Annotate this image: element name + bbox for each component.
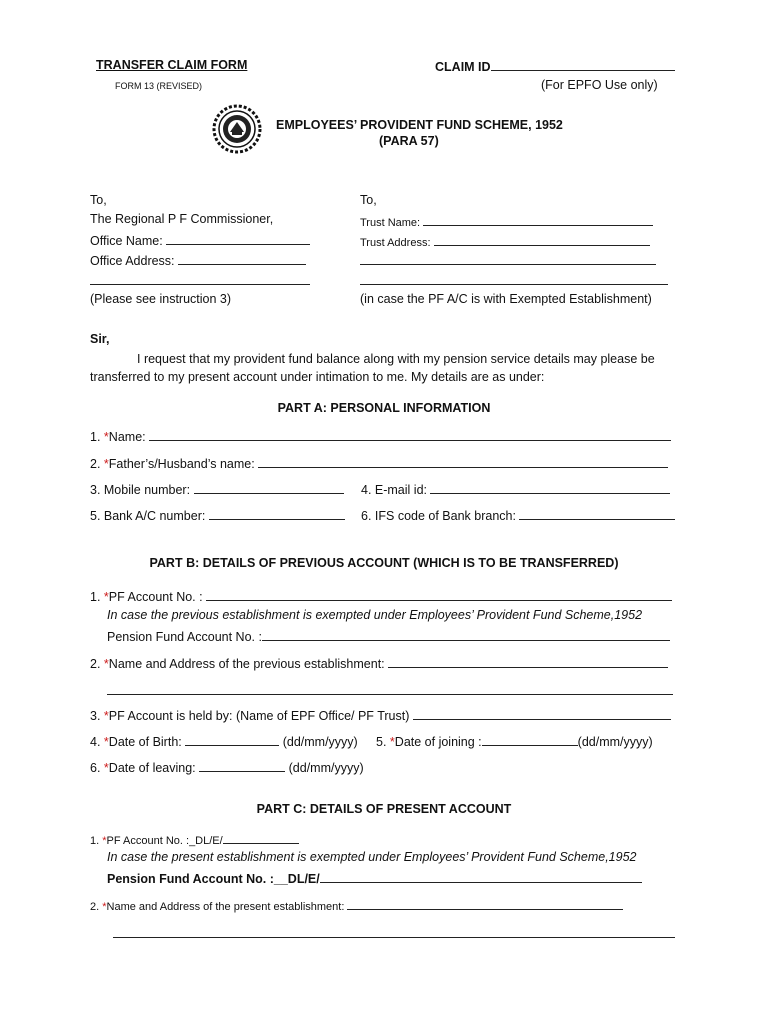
mobile-label: 3. Mobile number: xyxy=(90,483,191,497)
office-address-label: Office Address: xyxy=(90,254,175,268)
trust-name-field[interactable] xyxy=(423,213,653,226)
trust-address-line-2[interactable] xyxy=(360,252,656,268)
ifsc-label: 6. IFS code of Bank branch: xyxy=(361,509,516,523)
part-b-heading: PART B: DETAILS OF PREVIOUS ACCOUNT (WHICH IS TO BE TRANSFERRED) xyxy=(149,556,619,570)
required-marker: * xyxy=(102,901,107,913)
bank-account-row xyxy=(90,507,345,523)
prev-establishment-label: Name and Address of the previous establishment: xyxy=(108,657,385,671)
mobile-field[interactable] xyxy=(194,481,344,494)
trust-name-label: Trust Name: xyxy=(360,217,421,229)
present-pf-label: PF Account No. :_DL/E/ xyxy=(106,835,223,847)
doj-field[interactable] xyxy=(482,733,578,746)
trust-address xyxy=(360,233,650,249)
claim-id-label: CLAIM ID xyxy=(435,60,491,74)
prev-pension-row xyxy=(107,628,670,644)
to-right: To, xyxy=(360,193,377,207)
office-name-label: Office Name: xyxy=(90,234,163,248)
present-establishment-line-2[interactable] xyxy=(113,925,675,941)
dob-label: Date of Birth: xyxy=(108,735,182,749)
dol-field[interactable] xyxy=(199,759,285,772)
bank-account-field[interactable] xyxy=(209,507,345,520)
dob-number: 4. xyxy=(90,735,101,749)
letter-body-line-1: I request that my provident fund balance along with my pension service details may please be xyxy=(137,352,655,366)
required-marker: * xyxy=(103,761,109,775)
present-pension-label: Pension Fund Account No. :__DL/E/ xyxy=(107,872,320,886)
father-husband-label: Father’s/Husband’s name: xyxy=(108,457,255,471)
to-left: To, xyxy=(90,193,107,207)
trust-address-line-3[interactable] xyxy=(360,272,668,288)
required-marker: * xyxy=(103,430,109,444)
name-number: 1. xyxy=(90,430,101,444)
prev-establishment-field[interactable] xyxy=(388,655,668,668)
mobile-row xyxy=(90,481,344,497)
pf-held-by-row xyxy=(90,707,671,723)
doj-format: (dd/mm/yyyy) xyxy=(577,735,653,749)
email-field[interactable] xyxy=(430,481,670,494)
rpfc-line: The Regional P F Commissioner, xyxy=(90,212,274,226)
dol-label: Date of leaving: xyxy=(108,761,196,775)
dol-number: 6. xyxy=(90,761,101,775)
required-marker: * xyxy=(103,657,109,671)
present-pension-row xyxy=(107,870,642,886)
ifsc-field[interactable] xyxy=(519,507,675,520)
dob-row xyxy=(90,733,358,749)
trust-address-field[interactable] xyxy=(434,233,650,246)
dob-field[interactable] xyxy=(185,733,279,746)
doj-label: Date of joining : xyxy=(394,735,482,749)
scheme-title: EMPLOYEES’ PROVIDENT FUND SCHEME, 1952 xyxy=(276,118,563,132)
trust-address-label: Trust Address: xyxy=(360,237,431,249)
prev-pf-row xyxy=(90,588,672,604)
dol-row xyxy=(90,759,364,775)
instruction-note: (Please see instruction 3) xyxy=(90,292,232,306)
present-establishment-number: 2. xyxy=(90,901,100,913)
prev-establishment-row xyxy=(90,655,668,671)
part-a-heading: PART A: PERSONAL INFORMATION xyxy=(277,401,491,415)
office-address-line-2[interactable] xyxy=(90,272,310,288)
email-row xyxy=(361,481,670,497)
part-c-heading: PART C: DETAILS OF PRESENT ACCOUNT xyxy=(256,802,512,816)
email-label: 4. E-mail id: xyxy=(361,483,427,497)
epfo-emblem-icon xyxy=(212,104,262,154)
pf-held-by-field[interactable] xyxy=(413,707,671,720)
form-number: FORM 13 (REVISED) xyxy=(115,81,203,91)
present-establishment-field[interactable] xyxy=(347,897,623,910)
pf-held-by-label: PF Account is held by: (Name of EPF Office/ PF Trust) xyxy=(108,709,410,723)
prev-establishment-number: 2. xyxy=(90,657,101,671)
name-field[interactable] xyxy=(149,428,671,441)
office-name-field[interactable] xyxy=(166,232,310,245)
prev-pf-label: PF Account No. : xyxy=(108,590,203,604)
required-marker: * xyxy=(103,457,109,471)
letter-body-line-2: transferred to my present account under intimation to me. My details are as under: xyxy=(90,370,545,384)
name-row xyxy=(90,428,671,444)
prev-pf-number: 1. xyxy=(90,590,101,604)
trust-name xyxy=(360,213,653,229)
prev-pf-field[interactable] xyxy=(206,588,672,601)
dol-format: (dd/mm/yyyy) xyxy=(288,761,364,775)
required-marker: * xyxy=(103,709,109,723)
present-exempt-note: In case the present establishment is exempted under Employees’ Provident Fund Scheme,1952 xyxy=(107,850,637,864)
salutation: Sir, xyxy=(90,332,110,346)
office-name xyxy=(90,232,310,248)
required-marker: * xyxy=(103,590,109,604)
father-husband-field[interactable] xyxy=(258,455,668,468)
father-husband-row xyxy=(90,455,668,471)
form-title: TRANSFER CLAIM FORM xyxy=(96,58,248,72)
prev-pension-label: Pension Fund Account No. : xyxy=(107,630,262,644)
present-establishment-row xyxy=(90,897,623,913)
bank-account-label: 5. Bank A/C number: xyxy=(90,509,206,523)
office-address-field[interactable] xyxy=(178,252,306,265)
prev-exempt-note: In case the previous establishment is exempted under Employees’ Provident Fund Scheme,1952 xyxy=(107,608,643,622)
dob-format: (dd/mm/yyyy) xyxy=(282,735,358,749)
present-pf-field[interactable] xyxy=(223,831,299,844)
exempted-note: (in case the PF A/C is with Exempted Establishment) xyxy=(360,292,652,306)
office-address xyxy=(90,252,306,268)
present-pension-field[interactable] xyxy=(320,870,642,883)
doj-row xyxy=(376,733,653,749)
required-marker: * xyxy=(103,735,109,749)
doj-number: 5. xyxy=(376,735,387,749)
present-establishment-label: Name and Address of the present establishment: xyxy=(106,901,345,913)
father-husband-number: 2. xyxy=(90,457,101,471)
prev-establishment-line-2[interactable] xyxy=(107,682,673,698)
ifsc-row xyxy=(361,507,675,523)
prev-pension-field[interactable] xyxy=(262,628,670,641)
present-pf-number: 1. xyxy=(90,835,100,847)
name-label: Name: xyxy=(108,430,146,444)
claim-id xyxy=(435,58,675,74)
pf-held-by-number: 3. xyxy=(90,709,101,723)
scheme-para: (PARA 57) xyxy=(379,134,439,148)
required-marker: * xyxy=(102,835,107,847)
present-pf-row xyxy=(90,831,299,847)
required-marker: * xyxy=(389,735,395,749)
claim-id-field[interactable] xyxy=(491,58,675,71)
epfo-use-note: (For EPFO Use only) xyxy=(541,78,658,92)
